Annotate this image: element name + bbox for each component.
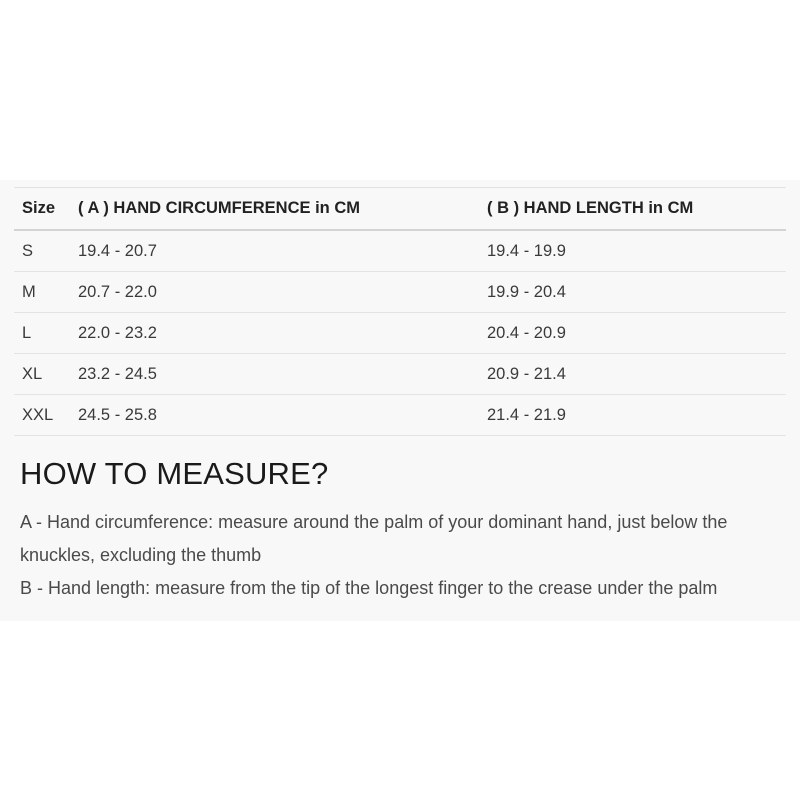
length-cell: 20.4 - 20.9: [487, 323, 566, 342]
size-cell: S: [22, 241, 34, 260]
table-row: [14, 272, 786, 313]
circumference-cell: 20.7 - 22.0: [78, 282, 157, 301]
length-cell: 19.9 - 20.4: [487, 282, 566, 301]
table-header-row: [14, 188, 786, 231]
size-cell: XL: [22, 364, 43, 383]
instruction-a-line-2: knuckles, excluding the thumb: [20, 545, 262, 565]
col-header-size: Size: [22, 199, 56, 217]
instruction-b-line-1: B - Hand length: measure from the tip of the longest finger to the crease under the palm: [20, 578, 718, 598]
table-row: [14, 395, 786, 436]
length-cell: 21.4 - 21.9: [487, 405, 566, 424]
table-row: [14, 313, 786, 354]
circumference-cell: 23.2 - 24.5: [78, 364, 157, 383]
size-cell: L: [22, 323, 32, 342]
size-guide-section: [0, 180, 800, 621]
length-cell: 20.9 - 21.4: [487, 364, 566, 383]
col-header-length: ( B ) HAND LENGTH in CM: [487, 199, 694, 217]
how-to-measure-heading: HOW TO MEASURE?: [20, 456, 329, 491]
circumference-cell: 24.5 - 25.8: [78, 405, 157, 424]
table-row: [14, 230, 786, 272]
instruction-a-line-1: A - Hand circumference: measure around the palm of your dominant hand, just below the: [20, 512, 728, 532]
size-chart-table: [14, 187, 786, 436]
circumference-cell: 22.0 - 23.2: [78, 323, 157, 342]
table-row: [14, 354, 786, 395]
length-cell: 19.4 - 19.9: [487, 241, 566, 260]
size-cell: M: [22, 282, 36, 301]
size-cell: XXL: [22, 405, 54, 424]
col-header-circumference: ( A ) HAND CIRCUMFERENCE in CM: [78, 199, 361, 217]
circumference-cell: 19.4 - 20.7: [78, 241, 157, 260]
